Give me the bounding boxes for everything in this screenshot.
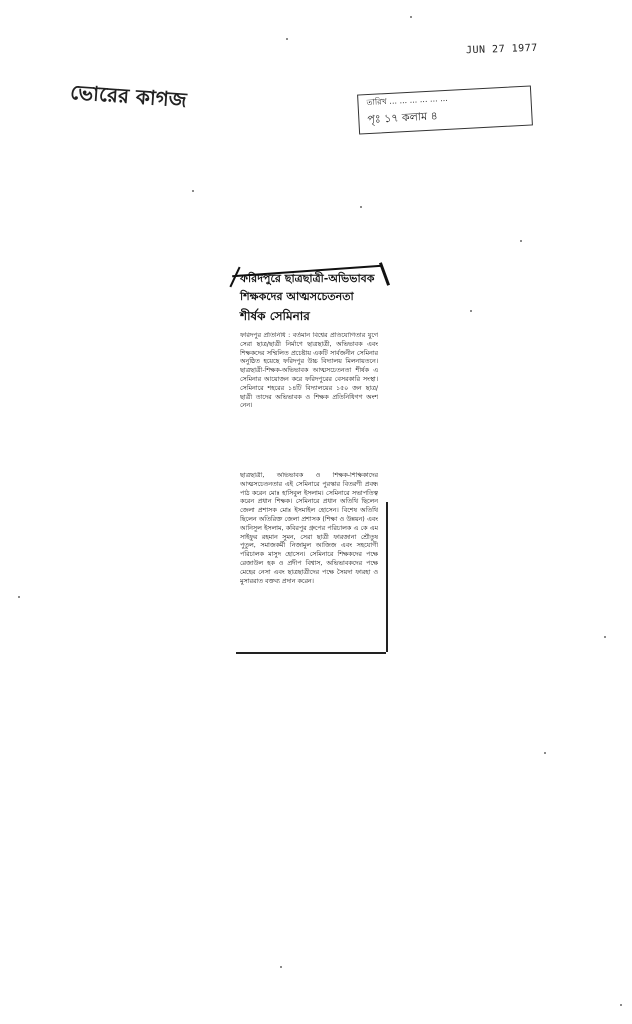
scan-speck: [360, 206, 362, 208]
stamp-date-line: তারিখ ... ... ... ... ... ...: [366, 93, 448, 108]
scan-speck: [18, 596, 20, 598]
newspaper-name-handwritten: ভোরের কাগজ: [69, 79, 188, 113]
article-paragraph: ছাত্রছাত্রী, অভিভাবক ও শিক্ষক-শিক্ষিকাদের আত্মসচেতনতার এই সেমিনারে পুরস্কার বিতরণী প্রবন্ধ পাঠ করেন মোঃ হাসিবুল ইসলাম। সেমিনারে সভাপতিত্ব করেন প্রধান শিক্ষক। সেমিনারে প্রধান অতিথি ছিলেন জেলা প্রশাসক মোঃ ইসমাইল হোসেন। বিশেষ অতিথি ছিলেন অতিরিক্ত জেলা প্রশাসক (শিক্ষা ও উন্নয়ন) এবং আনিসুল ইসলাম, কবিরপুর গ্রুপের পরিচালক এ কে এম সাইফুর রহমান সুমন, সেরা ছাত্রী ফারজানা শ্রৌতুষ পুতুল, সমাজকর্মী নিজামুল আজিজ এবং সহযোগী পরিচালক মাসুদ হোসেন। সেমিনারে শিক্ষকদের পক্ষে রেজাউল হক ও প্রদীপ বিশ্বাস, অভিভাবকদের পক্ষে মেহের নেসা এবং ছাত্রছাত্রীদের পক্ষে সৈয়দা ফারহা ও মুসাররাত বক্তব্য প্রদান করেন।: [240, 472, 378, 585]
scan-speck: [410, 16, 412, 18]
clipping-cut-edge: [236, 652, 386, 654]
scan-speck: [544, 752, 546, 754]
newspaper-clipping: [232, 262, 388, 654]
scan-speck: [604, 636, 606, 638]
article-paragraph: ফরিদপুর প্রতিনিধি : বর্তমান বিশ্বের প্রতিযোগিতার যুগে সেরা ছাত্র/ছাত্রী নির্মাণে ছাত্রছাত্রী, অভিভাবক এবং শিক্ষকদের সম্মিলিত প্রচেষ্টায় একটি সার্বজনীন সেমিনার অনুষ্ঠিত হয়েছে ফরিদপুর উচ্চ বিদ্যালয় মিলনায়তনে। ছাত্রছাত্রী-শিক্ষক-অভিভাবক আত্মসচেতনতা শীর্ষক এ সেমিনার আয়োজন করে ফরিদপুরের বেসরকারি সংস্থা। সেমিনারে শহরের ১৪টি বিদ্যালয়ের ১৫০ জন ছাত্র/ছাত্রী তাদের অভিভাবক ও শিক্ষক প্রতিনিধিগণ অংশ নেন।: [240, 332, 378, 410]
stamp-page-column-line: পৃঃ ১৭ কলাম ৪: [367, 109, 439, 127]
scan-speck: [192, 190, 194, 192]
scan-speck: [286, 38, 288, 40]
article-headline: ফরিদপুরে ছাত্রছাত্রী-অভিভাবক: [240, 272, 375, 285]
clipping-cut-edge: [386, 502, 388, 652]
scan-speck: [470, 310, 472, 312]
article-headline: শীর্ষক সেমিনার: [240, 309, 310, 323]
scan-speck: [620, 1004, 622, 1006]
filing-stamp: [357, 85, 533, 134]
clipping-cut-edge: [229, 267, 240, 288]
article-headline: শিক্ষকদের আত্মসচেতনতা: [240, 290, 354, 303]
clipping-cut-edge: [379, 262, 390, 286]
scan-speck: [520, 240, 522, 242]
date-stamp: JUN 27 1977: [465, 42, 538, 57]
scan-speck: [280, 966, 282, 968]
